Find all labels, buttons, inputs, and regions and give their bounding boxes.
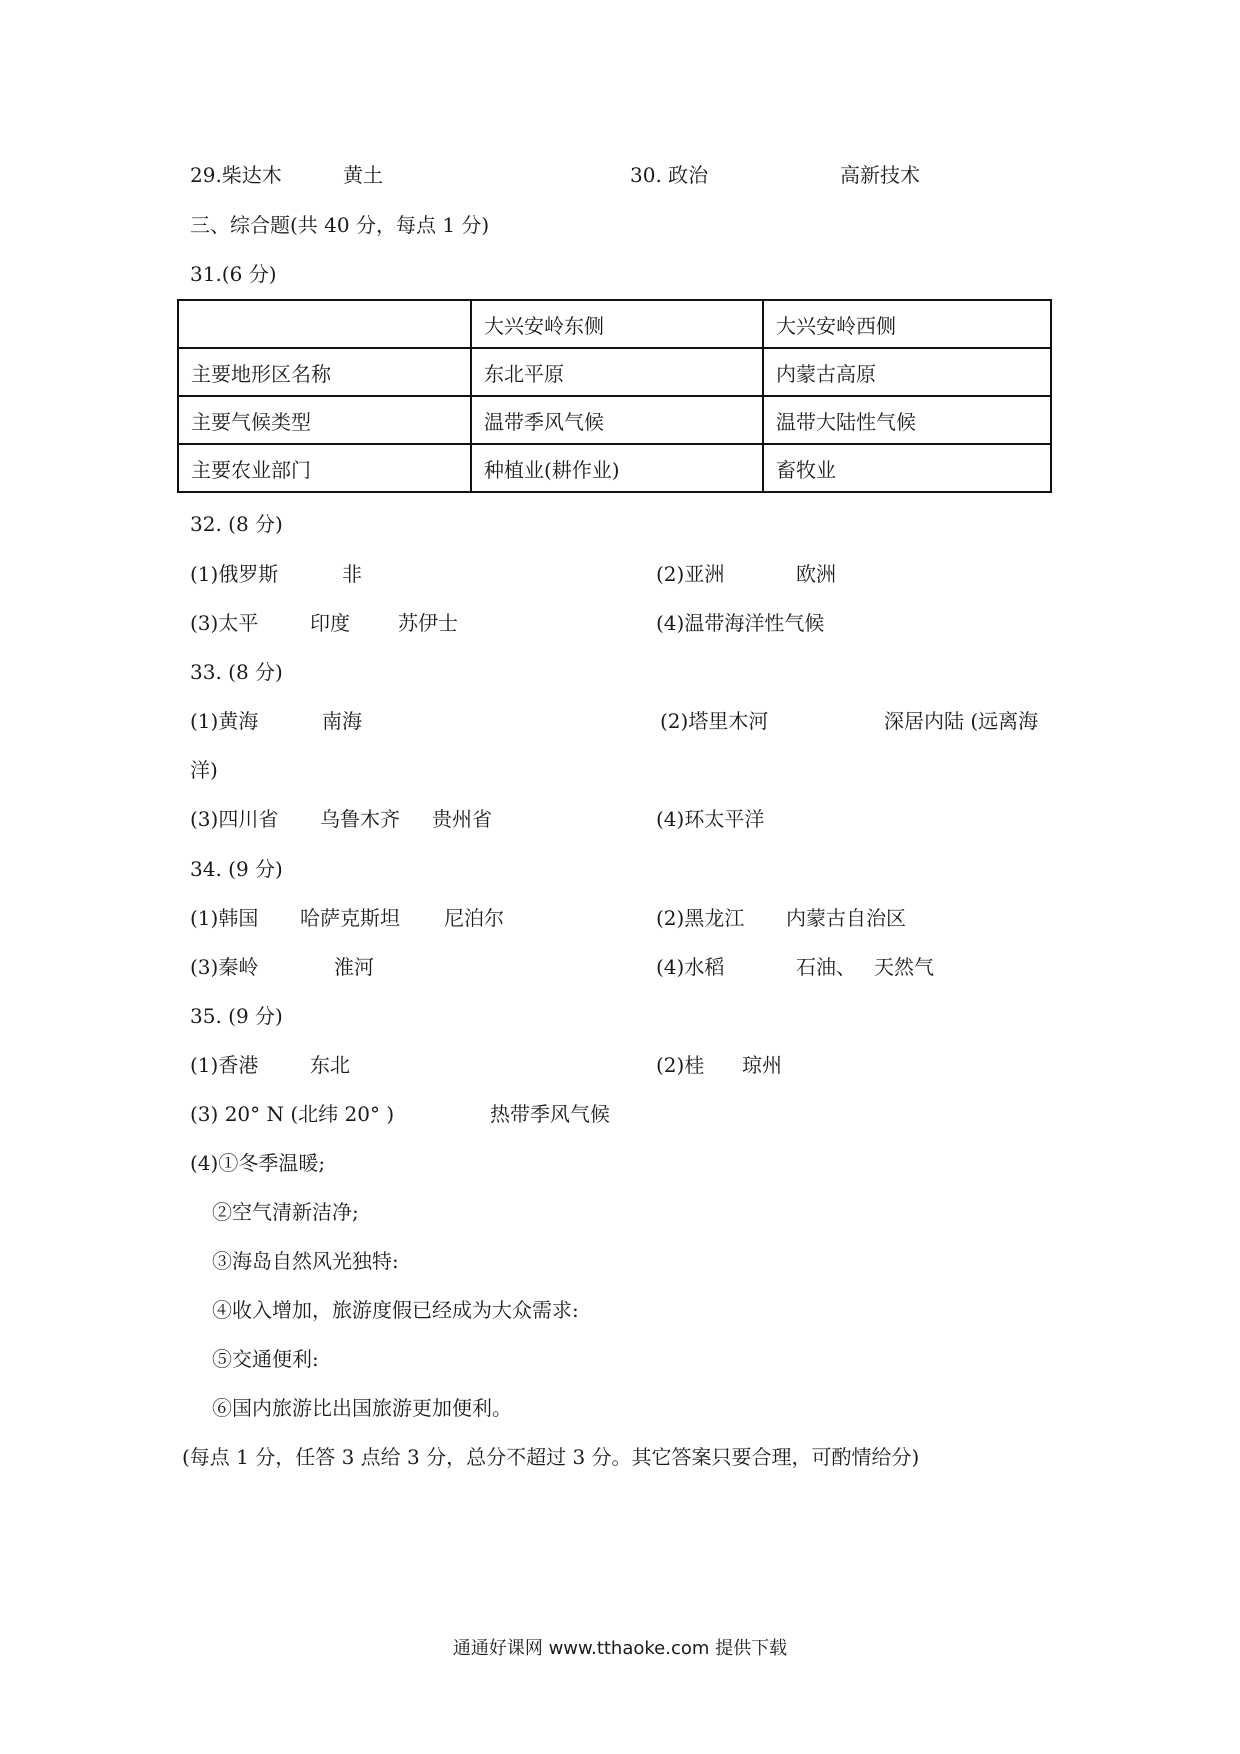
q34-label: 34. (9 分) (190, 857, 283, 881)
answer-item: (1)香港 (190, 1053, 259, 1077)
q32-label: 32. (8 分) (190, 512, 283, 536)
q33-part2-continued: 洋) (190, 758, 218, 782)
answer-item: 苏伊士 (398, 611, 458, 635)
q29-label: 29.柴达木 (190, 163, 282, 187)
q30-answer: 高新技术 (840, 163, 920, 187)
answer-item: (4)温带海洋性气候 (656, 611, 825, 635)
answer-item: 天然气 (874, 955, 934, 979)
table-cell: 内蒙古高原 (763, 348, 1051, 396)
answer-item: 欧洲 (796, 562, 836, 586)
q35-part4-item: ⑥国内旅游比出国旅游更加便利。 (212, 1396, 512, 1420)
answer-item: 哈萨克斯坦 (300, 906, 400, 930)
table-cell: 畜牧业 (763, 444, 1051, 492)
answer-item: 琼州 (742, 1053, 782, 1077)
answer-item: (3) 20° N (北纬 20° ) (190, 1102, 395, 1126)
answer-item: (2)塔里木河 (660, 709, 769, 733)
answer-item: (2)桂 (656, 1053, 705, 1077)
answer-item: (4)环太平洋 (656, 807, 765, 831)
table-cell: 主要农业部门 (178, 444, 471, 492)
scoring-note: (每点 1 分，任答 3 点给 3 分，总分不超过 3 分。其它答案只要合理，可酌情给分) (182, 1445, 920, 1469)
answer-item: 尼泊尔 (444, 906, 504, 930)
table-row (178, 348, 1051, 396)
table-header-cell: 大兴安岭东侧 (471, 300, 763, 348)
answer-item: (1)黄海 (190, 709, 259, 733)
answer-item: (2)黑龙江 (656, 906, 745, 930)
answer-item: 深居内陆 (远离海 (884, 709, 1039, 733)
answer-item: (3)四川省 (190, 807, 279, 831)
table-cell: 主要气候类型 (178, 396, 471, 444)
answer-item: 乌鲁木齐 (320, 807, 400, 831)
q30-label: 30. 政治 (630, 163, 709, 187)
table-header-cell (178, 300, 471, 348)
q31-table (177, 299, 1052, 493)
table-header-cell: 大兴安岭西侧 (763, 300, 1051, 348)
answer-item: 非 (342, 562, 362, 586)
answer-item: 贵州省 (432, 807, 492, 831)
table-cell: 主要地形区名称 (178, 348, 471, 396)
answer-item: 淮河 (334, 955, 374, 979)
answer-item: 东北 (310, 1053, 350, 1077)
q31-label: 31.(6 分) (190, 262, 277, 286)
q35-part4-item: ④收入增加，旅游度假已经成为大众需求: (212, 1298, 579, 1322)
q35-part4-item: ②空气清新洁净; (212, 1200, 359, 1224)
table-cell: 温带大陆性气候 (763, 396, 1051, 444)
q35-part4-item: ③海岛自然风光独特: (212, 1249, 399, 1273)
table-row (178, 444, 1051, 492)
q35-label: 35. (9 分) (190, 1004, 283, 1028)
answer-item: 印度 (310, 611, 350, 635)
q35-part4-item: ⑤交通便利: (212, 1347, 319, 1371)
table-cell: 东北平原 (471, 348, 763, 396)
answer-item: (3)太平 (190, 611, 259, 635)
table-row (178, 396, 1051, 444)
answer-item: (1)俄罗斯 (190, 562, 279, 586)
answer-item: (2)亚洲 (656, 562, 725, 586)
answer-item: 石油、 (796, 955, 856, 979)
answer-item: 南海 (322, 709, 362, 733)
section3-title: 三、综合题(共 40 分，每点 1 分) (190, 213, 490, 237)
q29-answer: 黄土 (343, 163, 383, 187)
footer-download-note: 通通好课网 www.tthaoke.com 提供下载 (452, 1638, 788, 1659)
answer-item: 内蒙古自治区 (786, 906, 906, 930)
table-cell: 种植业(耕作业) (471, 444, 763, 492)
answer-item: 热带季风气候 (490, 1102, 610, 1126)
q35-part4-label: (4)①冬季温暖; (190, 1151, 326, 1175)
q33-label: 33. (8 分) (190, 660, 283, 684)
table-cell: 温带季风气候 (471, 396, 763, 444)
table-row (178, 300, 1051, 348)
answer-item: (4)水稻 (656, 955, 725, 979)
answer-item: (3)秦岭 (190, 955, 259, 979)
answer-item: (1)韩国 (190, 906, 259, 930)
